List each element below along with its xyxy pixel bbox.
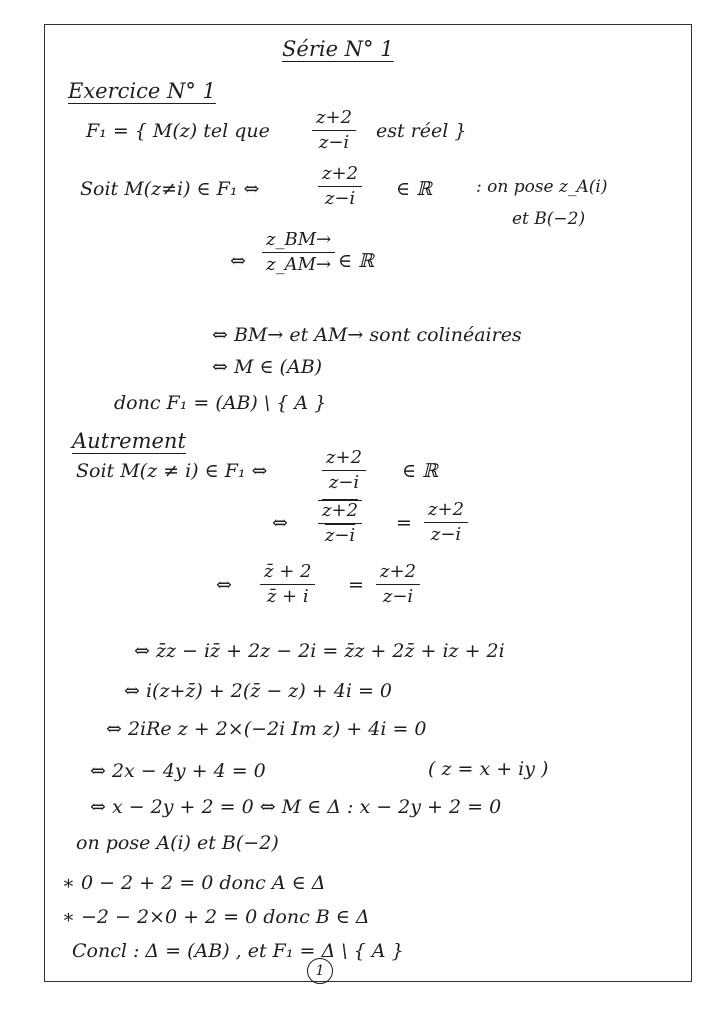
line2-fraction — [262, 230, 335, 275]
line2-prefix: ⇔ — [230, 250, 246, 272]
alt-l2-left-fraction — [318, 500, 362, 546]
fraction-numerator: z_BM→ — [262, 230, 335, 253]
fraction-denominator: z̄ + i — [266, 586, 309, 607]
fraction-numerator: z+2 — [376, 562, 420, 585]
fraction-numerator: z+2 — [322, 448, 366, 471]
fraction-numerator: z+2 — [424, 500, 468, 523]
alt-l12: Concl : Δ = (AB) , et F₁ = Δ \ { A } — [72, 940, 404, 962]
line1-note: : on pose z_A(i) — [476, 177, 608, 197]
fraction-numerator: z+2 — [318, 164, 362, 187]
alt-l3-left-fraction — [260, 562, 315, 607]
alt-l3-eq: = — [348, 574, 364, 596]
fraction-denominator: z−i — [430, 524, 462, 545]
fraction-denominator: z−i — [382, 586, 414, 607]
definition-fraction — [312, 108, 356, 153]
alt-l4: ⇔ z̄z − iz̄ + 2z − 2i = z̄z + 2z̄ + iz + 2i — [134, 640, 505, 662]
fraction-denominator: z_AM→ — [266, 254, 332, 275]
fraction-denominator: z−i — [324, 188, 356, 209]
alt-l2-eq: = — [396, 512, 412, 534]
alt-l11: ∗ −2 − 2×0 + 2 = 0 donc B ∈ Δ — [62, 906, 370, 928]
alt-l3-right-fraction — [376, 562, 420, 607]
alt-l1-fraction — [322, 448, 366, 493]
line4: ⇔ M ∈ (AB) — [212, 356, 323, 378]
alt-l8: ⇔ x − 2y + 2 = 0 ⇔ M ∈ Δ : x − 2y + 2 = 0 — [90, 796, 502, 818]
definition-suffix: est réel } — [376, 120, 467, 142]
alt-l7: ⇔ 2x − 4y + 4 = 0 — [90, 760, 266, 782]
alt-l2-right-fraction — [424, 500, 468, 545]
series-title: Série N° 1 — [282, 37, 394, 61]
fraction-numerator: z̄ + 2 — [260, 562, 315, 585]
line3: ⇔ BM→ et AM→ sont colinéaires — [212, 324, 522, 346]
line5: donc F₁ = (AB) \ { A } — [114, 392, 327, 414]
alt-l10: ∗ 0 − 2 + 2 = 0 donc A ∈ Δ — [62, 872, 326, 894]
alt-l1-prefix: Soit M(z ≠ i) ∈ F₁ ⇔ — [76, 460, 268, 482]
alt-l3-prefix: ⇔ — [216, 574, 232, 596]
alt-l1-suffix: ∈ ℝ — [402, 460, 438, 482]
fraction-numerator: z+2 — [312, 108, 356, 131]
alt-l5: ⇔ i(z+z̄) + 2(z̄ − z) + 4i = 0 — [124, 680, 392, 702]
line1-prefix: Soit M(z≠i) ∈ F₁ ⇔ — [80, 178, 260, 200]
page-number: 1 — [307, 958, 333, 984]
exercise-title: Exercice N° 1 — [68, 79, 216, 103]
line2-suffix: ∈ ℝ — [338, 250, 374, 272]
fraction-denominator: z−i — [318, 132, 350, 153]
alt-title: Autrement — [72, 429, 186, 453]
line1-fraction — [318, 164, 362, 209]
alt-l9: on pose A(i) et B(−2) — [76, 832, 279, 854]
fraction-numerator: z+2 — [318, 501, 362, 524]
line1-suffix: ∈ ℝ — [396, 178, 432, 200]
fraction-denominator: z−i — [328, 472, 360, 493]
line1-note2: et B(−2) — [512, 209, 586, 229]
fraction-denominator: z−i — [324, 525, 356, 546]
definition-prefix: F₁ = { M(z) tel que — [86, 120, 270, 142]
alt-l6: ⇔ 2iRe z + 2×(−2i Im z) + 4i = 0 — [106, 718, 427, 740]
alt-l7-note: ( z = x + iy ) — [428, 758, 549, 780]
alt-l2-prefix: ⇔ — [272, 512, 288, 534]
